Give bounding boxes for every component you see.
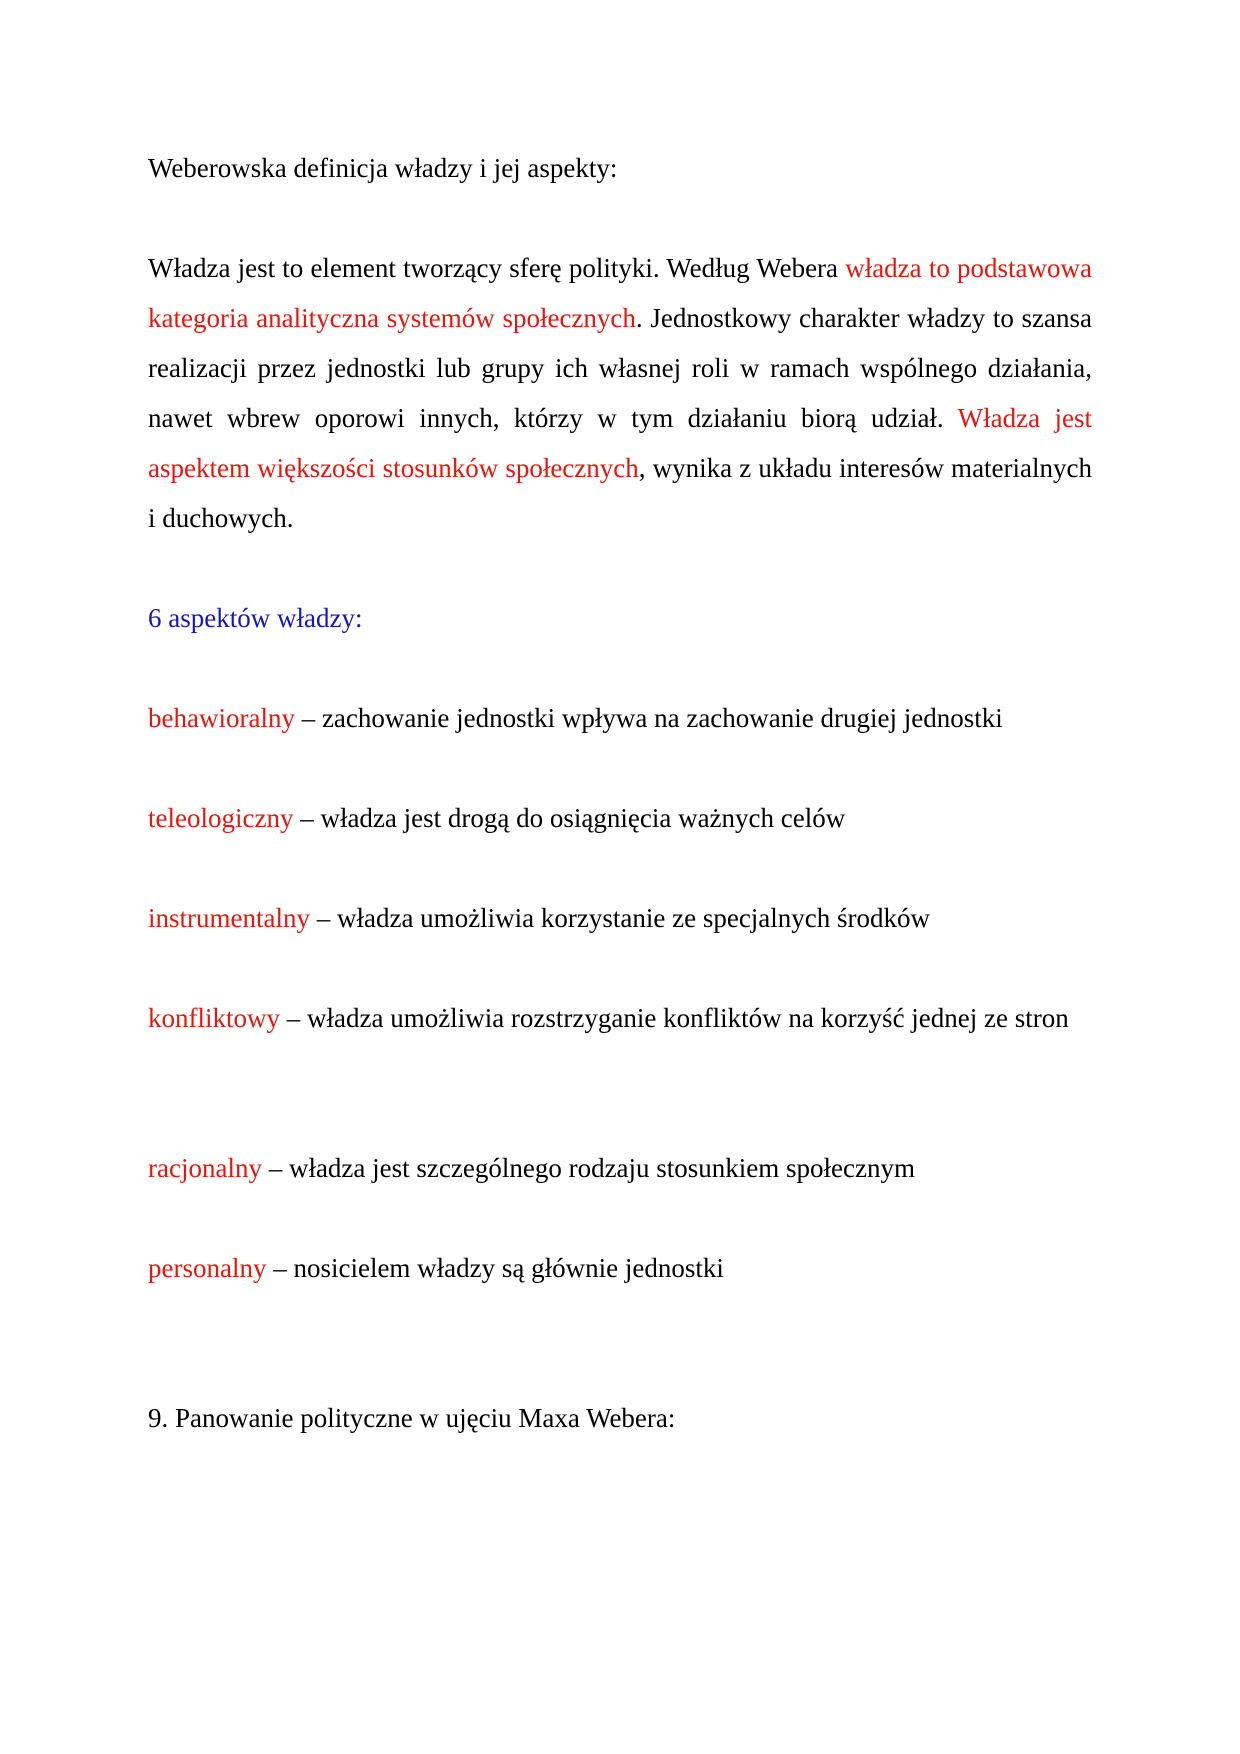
heading-weber-definition	[148, 143, 1092, 193]
aspect-item	[148, 993, 1092, 1043]
aspect-description: – władza jest szczególnego rodzaju stosunkiem społecznym	[261, 1153, 916, 1183]
aspect-description: – władza jest drogą do osiągnięcia ważnych celów	[293, 803, 846, 833]
paragraph-highlight: Władza jest aspektem większości stosunków społecznych	[148, 403, 1093, 483]
definition-paragraph	[148, 243, 1092, 543]
paragraph-text: , wynika z układu interesów materialnych i duchowych.	[148, 453, 1092, 533]
heading-panowanie	[148, 1393, 1092, 1443]
aspect-term: racjonalny	[148, 1153, 262, 1183]
aspect-description: – władza umożliwia korzystanie ze specjalnych środków	[309, 903, 931, 933]
aspect-description: – nosicielem władzy są głównie jednostki	[266, 1253, 724, 1283]
paragraph-text: . Jednostkowy charakter władzy to szansa realizacji przez jednostki lub grupy ich własnej roli w ramach wspólnego działania, nawet wbrew oporowi innych, którzy w tym działaniu biorą udział.	[148, 303, 1092, 433]
aspects-heading-text: 6 aspektów władzy:	[148, 603, 363, 633]
aspect-term: instrumentalny	[148, 903, 310, 933]
paragraph-highlight: władza to podstawowa kategoria analityczna systemów społecznych	[148, 253, 1092, 333]
heading-text: 9. Panowanie polityczne w ujęciu Maxa Webera:	[148, 1403, 676, 1433]
aspect-term: personalny	[148, 1253, 267, 1283]
aspect-item	[148, 1243, 1092, 1293]
aspect-term: konfliktowy	[148, 1003, 280, 1033]
aspect-term: behawioralny	[148, 703, 295, 733]
aspect-description: – zachowanie jednostki wpływa na zachowanie drugiej jednostki	[294, 703, 1003, 733]
aspect-item	[148, 693, 1092, 743]
aspect-item	[148, 793, 1092, 843]
paragraph-text: Władza jest to element tworzący sferę polityki. Według Webera	[148, 253, 846, 283]
heading-text: Weberowska definicja władzy i jej aspekty:	[148, 153, 618, 183]
aspect-item	[148, 893, 1092, 943]
aspect-description: – władza umożliwia rozstrzyganie konfliktów na korzyść jednej ze stron	[280, 1003, 1069, 1033]
aspects-heading	[148, 593, 1092, 643]
aspect-item	[148, 1143, 1092, 1193]
aspect-term: teleologiczny	[148, 803, 294, 833]
